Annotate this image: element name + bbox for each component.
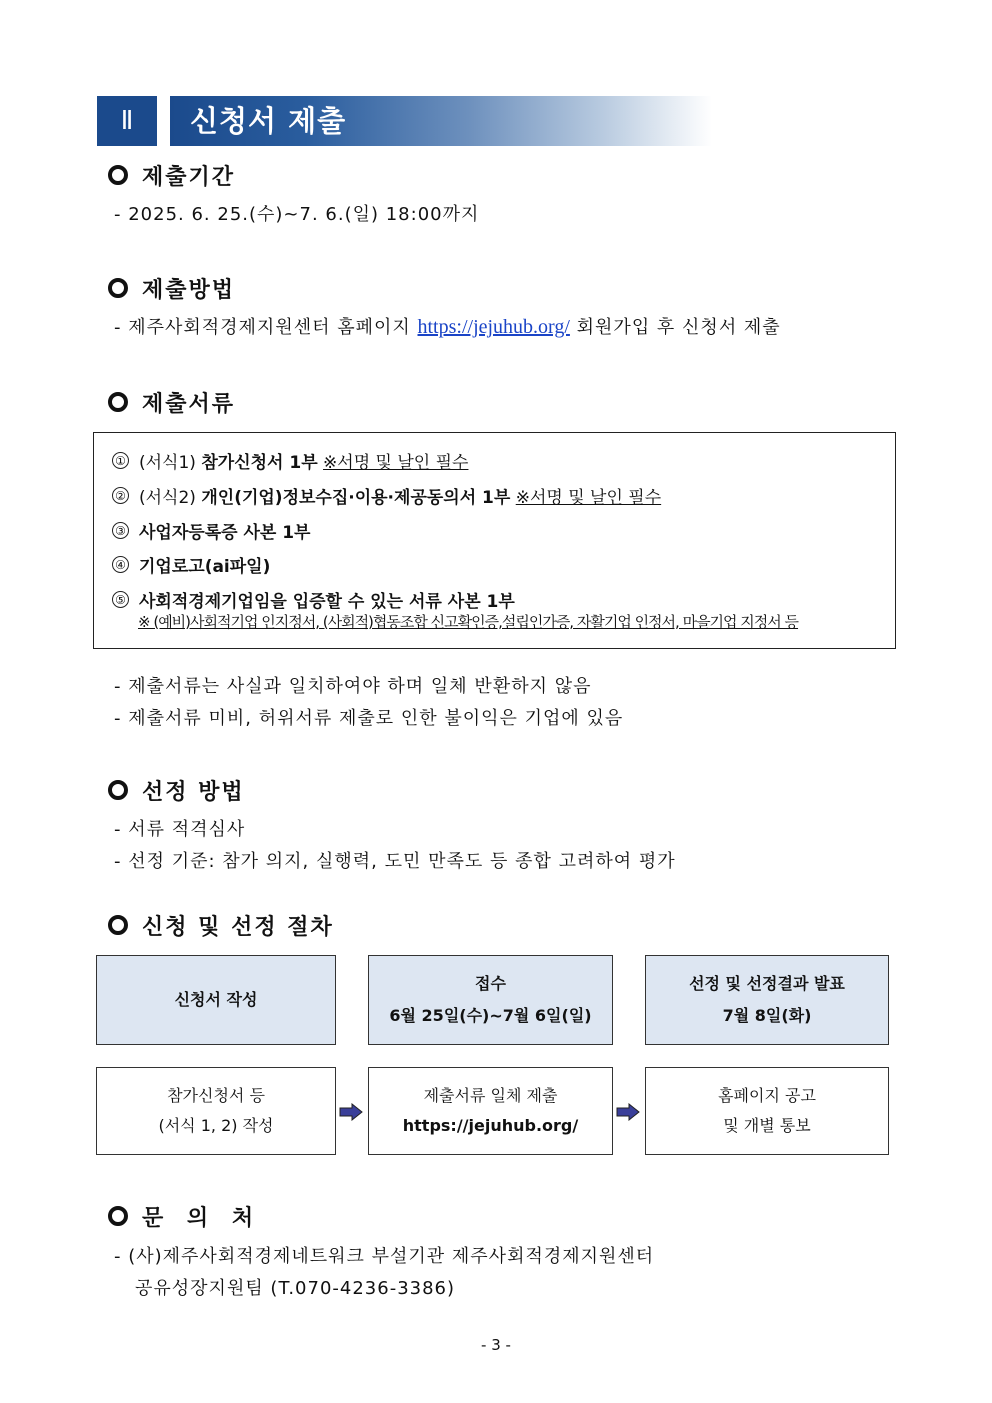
doc-item-1 xyxy=(112,448,468,473)
selection-line-1: - 서류 적격심사 xyxy=(114,819,246,840)
step-2-body xyxy=(368,1067,613,1155)
circle-bullet-icon xyxy=(108,392,128,412)
contact-line-2: 공유성장지원팀 (T.070-4236-3386) xyxy=(135,1278,456,1299)
circle-bullet-icon xyxy=(108,780,128,800)
period-text: - 2025. 6. 25.(수)~7. 6.(일) 18:00까지 xyxy=(114,204,480,225)
item-number: ④ xyxy=(112,556,129,573)
method-heading-text: 제출방법 xyxy=(142,277,236,303)
step-3-title: 선정 및 선정결과 발표 xyxy=(689,974,845,993)
arrow-right-icon xyxy=(616,1103,640,1121)
documents-heading xyxy=(108,387,235,417)
contact-line-1: - (사)제주사회적경제네트워크 부설기관 제주사회적경제지원센터 xyxy=(114,1246,655,1267)
item-number: ① xyxy=(112,452,129,469)
step-1-body xyxy=(96,1067,336,1155)
item-form: (서식1) xyxy=(139,453,196,473)
step-2-desc: 제출서류 일체 제출 xyxy=(423,1086,558,1105)
item-number: ③ xyxy=(112,522,129,539)
procedure-heading xyxy=(108,910,334,940)
item-title: 사업자등록증 사본 1부 xyxy=(139,523,311,543)
step-2-title: 접수 xyxy=(475,974,506,993)
selection-heading-text: 선정 방법 xyxy=(142,779,245,805)
step-3-head xyxy=(645,955,889,1045)
step-3-desc-2: 및 개별 통보 xyxy=(723,1116,811,1135)
page-number: - 3 - xyxy=(481,1336,511,1354)
step-3-date: 7월 8일(화) xyxy=(722,1006,812,1025)
contact-heading-text: 문 의 처 xyxy=(142,1205,262,1231)
documents-remark-1: - 제출서류는 사실과 일치하여야 하며 일체 반환하지 않음 xyxy=(114,676,592,697)
step-3-body xyxy=(645,1067,889,1155)
selection-line-2: - 선정 기준: 참가 의지, 실행력, 도민 만족도 등 종합 고려하여 평가 xyxy=(114,851,676,872)
doc-item-4 xyxy=(112,552,270,577)
item-title: 기업로고(ai파일) xyxy=(139,557,271,577)
method-prefix: - 제주사회적경제지원센터 홈페이지 xyxy=(114,317,411,338)
step-1-title: 신청서 작성 xyxy=(174,990,258,1009)
doc-item-3 xyxy=(112,518,310,543)
item-title: 참가신청서 1부 xyxy=(201,453,318,473)
doc-item-2 xyxy=(112,483,661,508)
circle-bullet-icon xyxy=(108,165,128,185)
circle-bullet-icon xyxy=(108,278,128,298)
method-suffix: 회원가입 후 신청서 제출 xyxy=(576,317,781,338)
section-number: Ⅱ xyxy=(97,96,157,146)
circle-bullet-icon xyxy=(108,915,128,935)
contact-heading xyxy=(108,1201,261,1231)
documents-heading-text: 제출서류 xyxy=(142,391,236,417)
step-2-link[interactable]: https://jejuhub.org/ xyxy=(402,1116,579,1135)
homepage-link[interactable]: https://jejuhub.org/ xyxy=(417,316,570,338)
item-number: ② xyxy=(112,487,129,504)
method-line xyxy=(114,313,781,339)
item-title: 사회적경제기업임을 입증할 수 있는 서류 사본 1부 xyxy=(139,592,515,612)
doc-sub-note: ※ (예비)사회적기업 인지정서, (사회적)협동조합 신고확인증,설립인가증, 자활기업 인정서, 마을기업 지정서 등 xyxy=(138,613,799,631)
item-note: ※서명 및 날인 필수 xyxy=(515,488,662,508)
method-heading xyxy=(108,273,235,303)
circle-bullet-icon xyxy=(108,1206,128,1226)
step-2-head xyxy=(368,955,613,1045)
doc-item-5 xyxy=(112,587,515,612)
step-1-desc: 참가신청서 등 xyxy=(167,1086,265,1105)
step-2-date: 6월 25일(수)~7월 6일(일) xyxy=(389,1006,592,1025)
documents-remark-2: - 제출서류 미비, 허위서류 제출로 인한 불이익은 기업에 있음 xyxy=(114,708,624,729)
item-form: (서식2) xyxy=(139,488,196,508)
item-title: 개인(기업)정보수집·이용·제공동의서 1부 xyxy=(201,488,511,508)
period-heading xyxy=(108,160,235,190)
selection-heading xyxy=(108,775,245,805)
item-note: ※서명 및 날인 필수 xyxy=(323,453,469,473)
procedure-heading-text: 신청 및 선정 절차 xyxy=(142,914,334,940)
item-number: ⑤ xyxy=(112,591,129,608)
section-title: 신청서 제출 xyxy=(190,104,347,138)
arrow-right-icon xyxy=(339,1103,363,1121)
step-3-desc: 홈페이지 공고 xyxy=(718,1086,816,1105)
step-1-desc-2: (서식 1, 2) 작성 xyxy=(158,1116,274,1135)
period-heading-text: 제출기간 xyxy=(142,164,236,190)
step-1-head xyxy=(96,955,336,1045)
